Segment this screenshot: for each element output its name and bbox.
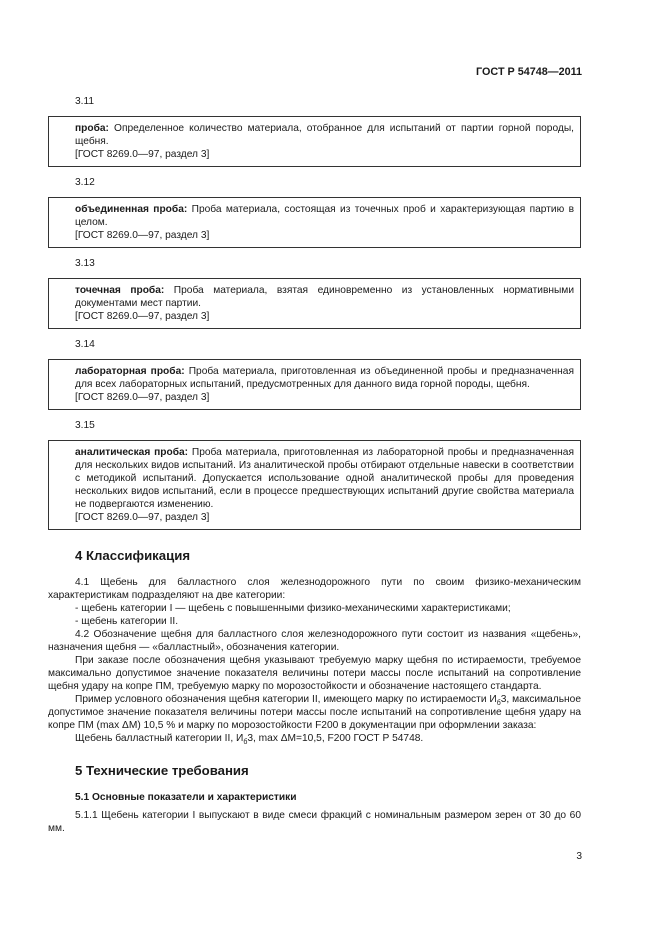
- term-title: проба:: [75, 123, 109, 134]
- term-box: [48, 278, 581, 329]
- paragraph: При заказе после обозначения щебня указывают требуемую марку щебня по истираемости, требуемое максимально допустимое значение показателя величины потери массы после испытаний на сопротивление щебня удару на копре ПМ, требуемую марку по морозостойкости и обозначение настоящего стандарта.: [48, 655, 581, 692]
- term-box: [48, 359, 581, 410]
- page-number: 3: [576, 851, 582, 862]
- term-number: 3.12: [75, 177, 95, 188]
- term-title: аналитическая проба:: [75, 447, 189, 458]
- example-text-start: Пример условного обозначения щебня категории II, имеющего марку по истираемости И: [75, 694, 497, 705]
- term-reference: [ГОСТ 8269.0—97, раздел 3]: [75, 392, 210, 403]
- designation-text-start: Щебень балластный категории II, И: [75, 733, 244, 744]
- term-reference: [ГОСТ 8269.0—97, раздел 3]: [75, 512, 210, 523]
- subscript: б: [496, 700, 501, 708]
- paragraph: 4.2 Обозначение щебня для балластного слоя железнодорожного пути состоит из названия «щебень», назначения щебня — «балластный», обозначения категории.: [48, 629, 581, 653]
- term-title: точечная проба:: [75, 285, 165, 296]
- paragraph: 5.1.1 Щебень категории I выпускают в виде смеси фракций с номинальным размером зерен от 30 до 60 мм.: [48, 810, 581, 834]
- term-reference: [ГОСТ 8269.0—97, раздел 3]: [75, 230, 210, 241]
- list-item: - щебень категории II.: [75, 616, 179, 627]
- term-number: 3.13: [75, 258, 95, 269]
- term-title: лабораторная проба:: [75, 366, 185, 377]
- term-reference: [ГОСТ 8269.0—97, раздел 3]: [75, 311, 210, 322]
- example-text-end: 3, максимальное допустимое значение показателя величины потери массы после испытаний на сопротивление щебня удару на копре ПМ (max ΔM) 10,5 % и марку по морозостойкости F200 в документации при оформлении заказа:: [48, 694, 581, 731]
- term-definition: Проба материала, приготовленная из лабораторной пробы и предназначенная для нескольких видов испытаний. Из аналитической пробы отбирают отдельные навески в соответствии с методикой испытаний. Допускается использование одной аналитической пробы для проведения нескольких видов испытаний, если в процессе предшествующих испытаний другие свойства материала не подвергаются изменению.: [75, 447, 574, 510]
- paragraph-example: [48, 693, 581, 732]
- term-definition: Проба материала, состоящая из точечных проб и характеризующая партию в целом.: [75, 204, 574, 228]
- term-box: [48, 197, 581, 248]
- term-number: 3.11: [75, 96, 95, 107]
- term-box: [48, 440, 581, 530]
- term-reference: [ГОСТ 8269.0—97, раздел 3]: [75, 149, 210, 160]
- section-heading: 5 Технические требования: [75, 763, 249, 778]
- section-heading: 4 Классификация: [75, 548, 191, 563]
- designation-text-end: 3, max ΔM=10,5, F200 ГОСТ Р 54748.: [247, 733, 424, 744]
- page-content: [48, 95, 581, 835]
- subscript: б: [243, 739, 248, 747]
- paragraph-designation: [48, 732, 581, 745]
- term-definition: Определенное количество материала, отобранное для испытаний от партии горной породы, щебня.: [75, 123, 574, 147]
- term-number: 3.14: [75, 339, 95, 350]
- term-title: объединенная проба:: [75, 204, 188, 215]
- list-item: - щебень категории I — щебень с повышенными физико-механическими характеристиками;: [75, 603, 511, 614]
- subsection-heading: 5.1 Основные показатели и характеристики: [75, 792, 297, 803]
- term-number: 3.15: [75, 420, 95, 431]
- document-header: ГОСТ Р 54748—2011: [476, 66, 582, 78]
- paragraph: 4.1 Щебень для балластного слоя железнодорожного пути по своим физико-механическим характеристикам подразделяют на две категории:: [48, 577, 581, 601]
- term-definition: Проба материала, взятая единовременно из установленных нормативными документами мест партии.: [75, 285, 575, 309]
- term-definition: Проба материала, приготовленная из объединенной пробы и предназначенная для всех лабораторных испытаний, предусмотренных для данного вида горной породы, щебня.: [75, 366, 574, 390]
- term-box: [48, 116, 581, 167]
